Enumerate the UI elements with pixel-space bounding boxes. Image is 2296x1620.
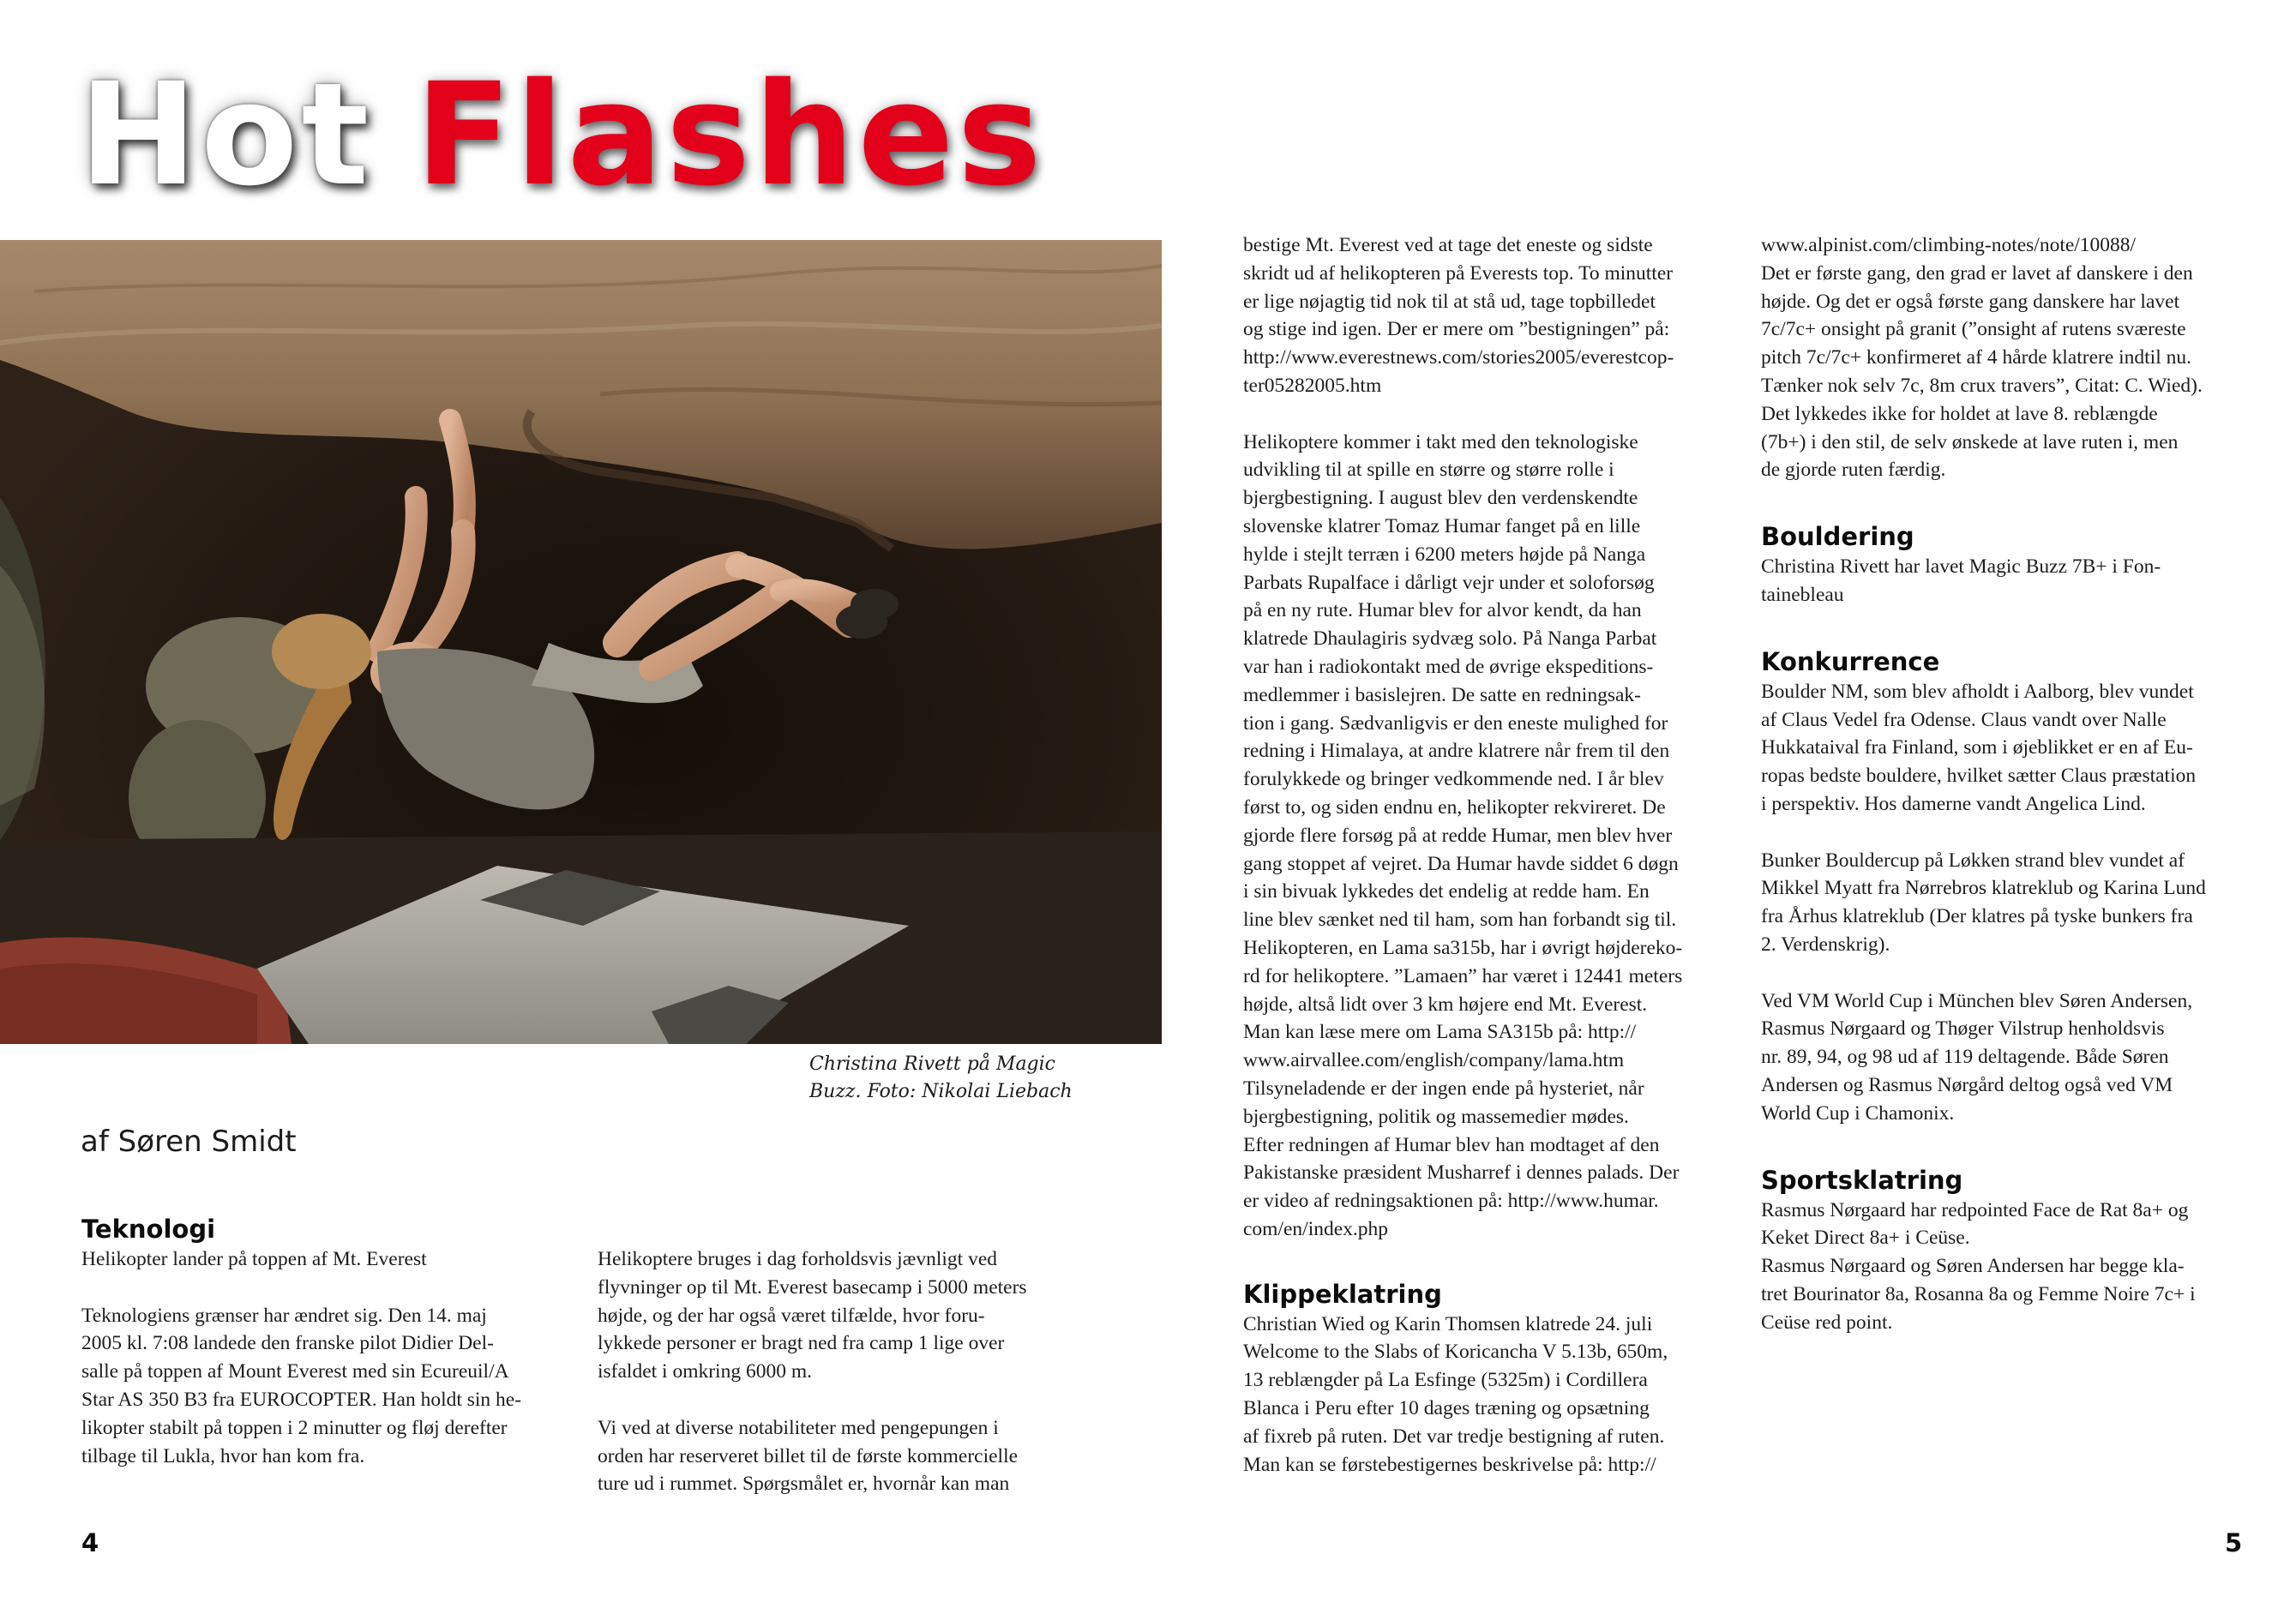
page-title	[79, 53, 1045, 216]
teknologi-paragraph-3: Vi ved at diverse notabiliteter med pengepungen i orden har reserveret billet til de første kommercielle ture ud i rummet. Spørgsmålet er, hvornår kan man	[598, 1416, 1019, 1496]
photo-caption	[809, 1051, 1118, 1106]
sportsklatring-paragraph-1: Rasmus Nørgaard har redpointed Face de Rat 8a+ og Keket Direct 8a+ i Ceüse. Rasmus Nørgaard og Søren Andersen har begge kla- tret Bourinator 8a, Rosanna 8a og Femme Noire 7c+ i Ceüse red point.	[1761, 1198, 2196, 1334]
klippeklatring-paragraph-1: Christian Wied og Karin Thomsen klatrede 24. juli Welcome to the Slabs of Koricancha V 5.13b, 650m, 13 reblængder på La Esfinge (5325m) i Cordillera Blanca i Peru efter 10 dages træning og opsætning af fixreb på ruten. Det var tredje bestigning af ruten. Man kan se førstebestigernes beskrivelse på: http://	[1243, 1312, 1668, 1476]
column-4	[1761, 231, 2258, 1365]
heading-sportsklatring: Sportsklatring	[1761, 1165, 1963, 1195]
caption-line-1: Christina Rivett på Magic	[809, 1053, 1055, 1075]
konkurrence-paragraph-3: Ved VM World Cup i München blev Søren Andersen, Rasmus Nørgaard og Thøger Vilstrup henholdsvis nr. 89, 94, og 98 ud af 119 deltagende. Både Søren Andersen og Rasmus Nørgård deltog også ved VM World Cup i Chamonix.	[1761, 989, 2193, 1125]
page-number-right: 5	[2225, 1528, 2243, 1557]
teknologi-paragraph-2: Helikoptere bruges i dag forholdsvis jævnligt ved flyvninger op til Mt. Everest basecamp i 5000 meters højde, og der har også været tilfælde, hvor foru- lykkede personer er bragt ned fra camp 1 lige over isfaldet i omkring 6000 m.	[598, 1248, 1027, 1383]
title-word-hot: Hot	[79, 52, 373, 217]
teknologi-paragraph-5: Helikoptere kommer i takt med den teknologiske udvikling til at spille en større og større rolle i bjergbestigning. I august blev den verdenskendte slovenske klatrer Tomaz Humar fanget på en lille hylde i stejlt terræn i 6200 meters højde på Nanga Parbats Rupalface i dårligt vejr under et soloforsøg på en ny rute. Humar blev for alvor kendt, da han klatrede Dhaulagiris sydvæg solo. På Nanga Parbat var han i radiokontakt med de øvrige ekspeditions- medlemmer i basislejren. De satte en redningsak- tion i gang. Sædvanligvis er den eneste mulighed for redning i Himalaya, at andre klatrere når frem til den forulykkede og bringer vedkommende ned. I år blev først to, og siden endnu en, helikopter rekvireret. De gjorde flere forsøg på at redde Humar, men blev hver gang stoppet af vejret. Da Humar havde siddet 6 døgn i sin bivuak lykkedes det endelig at redde ham. En line blev sænket ned til ham, som han forbandt sig til. Helikopteren, en Lama sa315b, har i øvrigt højdereko- rd for helikoptere. ”Lamaen” har været i 12441 meters højde, altså lidt over 3 km højere end Mt. Everest. Man kan læse mere om Lama SA315b på: http:// www.airvallee.com/english/company/lama.htm Tilsyneladende er der ingen ende på hysteriet, når bjergbestigning, politik og massemedier mødes. Efter redningen af Humar blev han modtaget af den Pakistanske præsident Musharref i dennes palads. Der er video af redningsaktionen på: http://www.humar. com/en/index.php	[1243, 430, 1683, 1240]
byline: af Søren Smidt	[81, 1125, 297, 1159]
heading-bouldering: Bouldering	[1761, 522, 1914, 552]
heading-klippeklatring: Klippeklatring	[1243, 1279, 1442, 1309]
column-1	[81, 1213, 562, 1498]
teknologi-paragraph-4: bestige Mt. Everest ved at tage det eneste og sidste skridt ud af helikopteren på Everests top. To minutter er lige nøjagtig tid nok til at stå ud, tage topbilledet og stige ind igen. Der er mere om ”bestigningen” på: http://www.everestnews.com/stories2005/everestcop- ter05282005.htm	[1243, 234, 1674, 397]
title-word-flashes: Flashes	[415, 52, 1045, 217]
teknologi-subtitle: Helikopter lander på toppen af Mt. Everest	[81, 1248, 427, 1270]
klippeklatring-paragraph-2: www.alpinist.com/climbing-notes/note/10088/ Det er første gang, den grad er lavet af danskere i den højde. Og det er også første gang danskere har lavet 7c/7c+ onsight på granit (”onsight af rutens sværeste pitch 7c/7c+ konfirmeret af 4 hårde klatrere indtil nu. Tænker nok selv 7c, 8m crux travers”, Citat: C. Wied). Det lykkedes ikke for holdet at lave 8. reblængde (7b+) i den stil, de selv ønskede at lave ruten i, men de gjorde ruten færdig.	[1761, 234, 2203, 482]
konkurrence-paragraph-1: Boulder NM, som blev afholdt i Aalborg, blev vundet af Claus Vedel fra Odense. Claus vandt over Nalle Hukkataival fra Finland, som i øjeblikket er en af Eu- ropas bedste bouldere, hvilket sætter Claus præstation i perspektiv. Hos damerne vandt Angelica Lind.	[1761, 680, 2197, 815]
page-number-left: 4	[81, 1528, 99, 1557]
heading-konkurrence: Konkurrence	[1761, 646, 1940, 676]
caption-line-2: Buzz. Foto: Nikolai Liebach	[809, 1081, 1073, 1102]
column-3	[1243, 231, 1740, 1507]
climbing-photo	[0, 240, 1162, 1044]
konkurrence-paragraph-2: Bunker Bouldercup på Løkken strand blev vundet af Mikkel Myatt fra Nørrebros klatreklub og Karina Lund fra Århus klatreklub (Der klatres på tyske bunkers fra 2. Verdenskrig).	[1761, 849, 2206, 956]
column-2	[598, 1245, 1078, 1527]
bouldering-paragraph-1: Christina Rivett har lavet Magic Buzz 7B+ i Fon- tainebleau	[1761, 555, 2161, 606]
teknologi-paragraph-1: Teknologiens grænser har ændret sig. Den 14. maj 2005 kl. 7:08 landede den franske pilot Didier Del- salle på toppen af Mount Everest med sin Ecureuil/A Star AS 350 B3 fra EUROCOPTER. Han holdt sin he- likopter stabilt på toppen i 2 minutter og fløj derefter tilbage til Lukla, hvor han kom fra.	[81, 1304, 522, 1467]
heading-teknologi: Teknologi	[81, 1215, 216, 1244]
